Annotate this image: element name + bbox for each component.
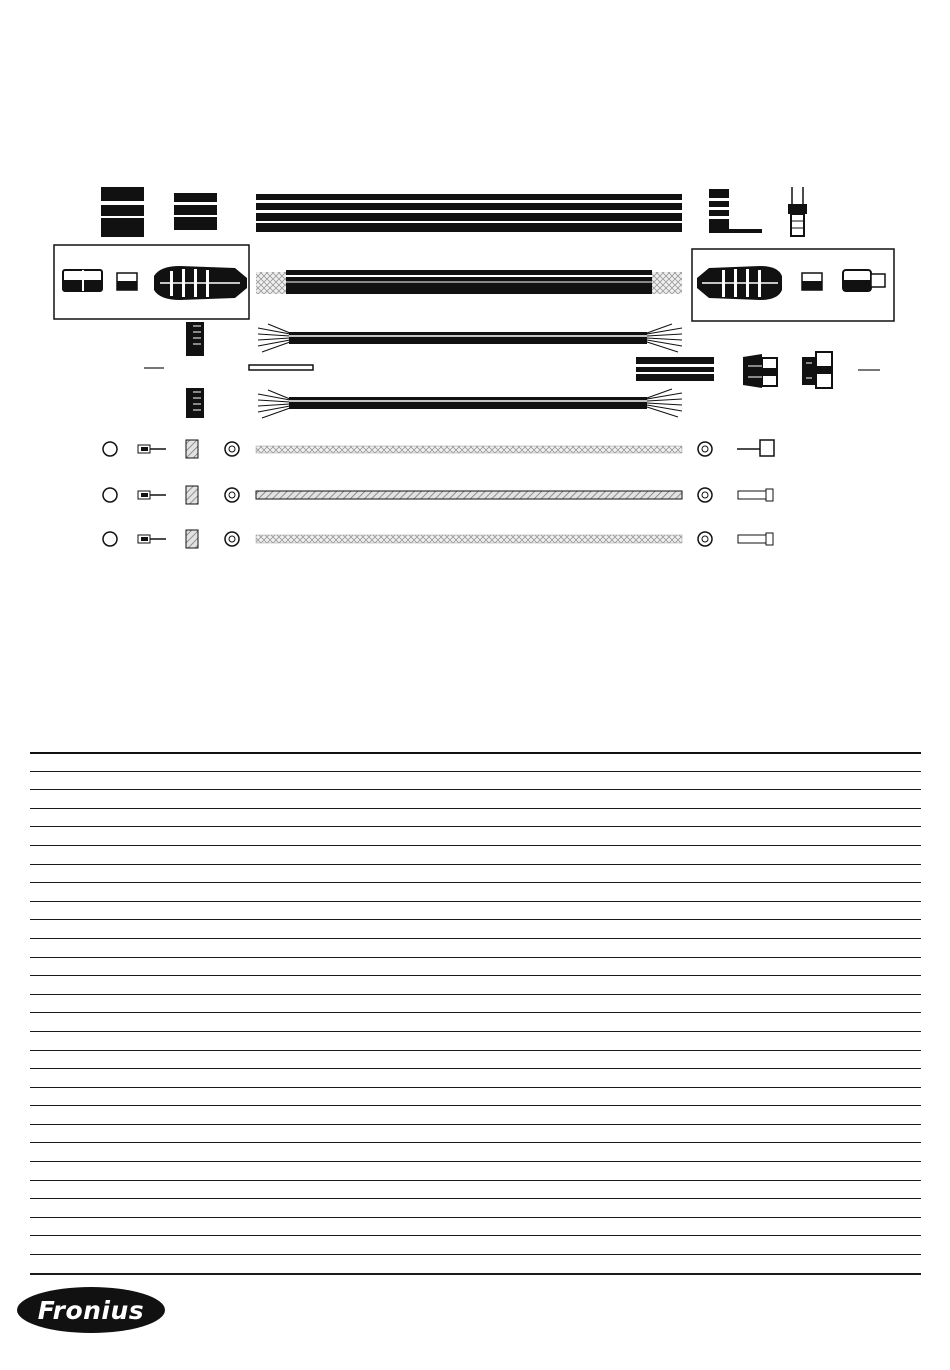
ring-terminal-icon <box>225 488 239 502</box>
table-row <box>30 1068 921 1087</box>
hose-line-2 <box>103 486 773 504</box>
table-row <box>30 1087 921 1106</box>
adapter-sleeve-left <box>117 273 137 290</box>
clamp-block-right <box>174 193 217 230</box>
table-row <box>30 975 921 994</box>
table-row <box>30 1050 921 1069</box>
control-plug-lower <box>186 388 204 418</box>
table-row <box>30 1217 921 1236</box>
coolant-hose-3 <box>256 535 682 543</box>
table-row <box>30 957 921 976</box>
cable-gland-icon <box>788 187 807 236</box>
ring-terminal-icon <box>225 442 239 456</box>
circle-marker-icon <box>103 488 117 502</box>
protective-sleeve-right <box>636 357 714 381</box>
table-row <box>30 1012 921 1031</box>
table-row <box>30 882 921 901</box>
hose-clamp-1 <box>186 440 198 458</box>
clamp-block-left <box>101 187 144 237</box>
gland-fitting-b <box>802 352 832 388</box>
coupling-nut-right <box>843 270 885 291</box>
hose-line-3 <box>103 530 773 548</box>
fronius-logo <box>16 1286 166 1334</box>
table-row <box>30 1142 921 1161</box>
ring-terminal-icon <box>698 488 712 502</box>
bolt-icon <box>738 489 773 501</box>
hose-nipple-left-2 <box>138 491 166 499</box>
table-row <box>30 771 921 790</box>
table-row <box>30 994 921 1013</box>
table-bottom-rule <box>30 1273 921 1275</box>
ring-terminal-icon <box>698 532 712 546</box>
bolt-icon <box>738 533 773 545</box>
strain-relief-bracket <box>709 189 762 233</box>
adapter-sleeve-right <box>802 273 822 290</box>
power-hose <box>256 270 682 294</box>
coolant-hose-2 <box>256 491 682 499</box>
table-row <box>30 845 921 864</box>
spacer-strip-left <box>249 365 313 370</box>
logo-wordmark: Fronius <box>37 1296 145 1325</box>
coupling-nut-left <box>63 270 102 291</box>
table-row <box>30 1105 921 1124</box>
hose-nipple-left-3 <box>138 535 166 543</box>
control-plug-upper <box>186 322 204 356</box>
table-row <box>30 1031 921 1050</box>
hose-clamp-3 <box>186 530 198 548</box>
table-row <box>30 789 921 808</box>
control-cable-lower <box>258 389 682 418</box>
table-row <box>30 826 921 845</box>
coolant-hose-1 <box>256 446 682 453</box>
table-row <box>30 1161 921 1180</box>
ring-terminal-icon <box>698 442 712 456</box>
table-row <box>30 752 921 771</box>
hose-clamp-2 <box>186 486 198 504</box>
circle-marker-icon <box>103 442 117 456</box>
hose-line-1 <box>103 440 774 458</box>
circle-marker-icon <box>103 532 117 546</box>
hose-nipple-right-1 <box>737 440 774 456</box>
table-row <box>30 1124 921 1143</box>
table-row <box>30 1198 921 1217</box>
table-row <box>30 938 921 957</box>
table-row <box>30 1180 921 1199</box>
parts-list-table <box>30 752 921 1275</box>
control-cable-upper <box>258 324 682 352</box>
hose-nipple-left-1 <box>138 445 166 453</box>
main-hose-sleeve <box>256 194 682 232</box>
table-row <box>30 864 921 883</box>
table-row <box>30 808 921 827</box>
table-row <box>30 901 921 920</box>
table-row <box>30 919 921 938</box>
plug-housing-right <box>697 266 782 300</box>
table-row <box>30 1235 921 1254</box>
plug-housing-left <box>154 266 247 300</box>
table-row <box>30 1254 921 1273</box>
gland-fitting-a <box>743 354 777 388</box>
ring-terminal-icon <box>225 532 239 546</box>
